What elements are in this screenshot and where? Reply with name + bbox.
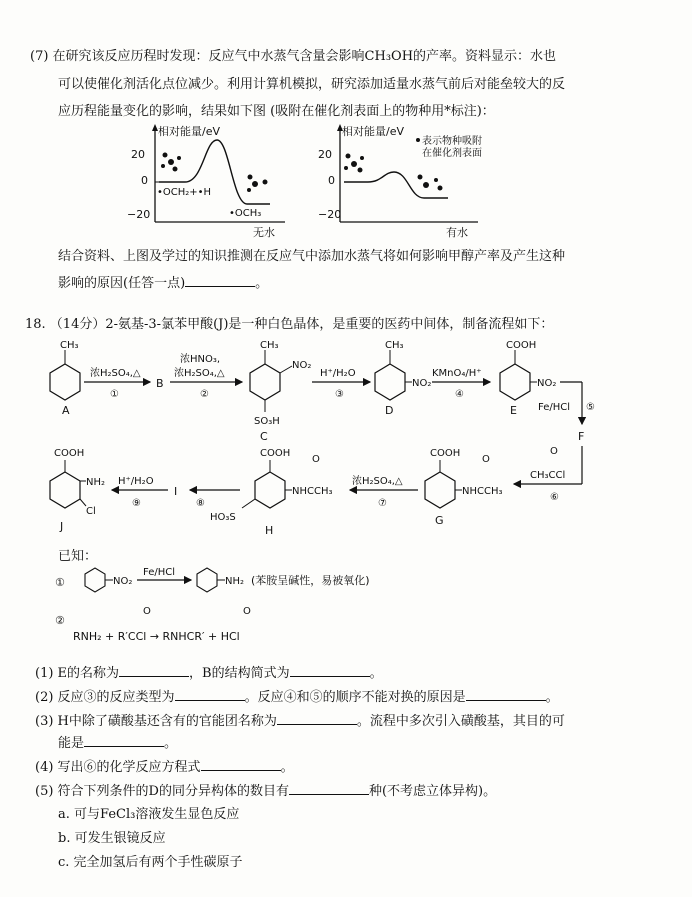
tick-0: 0 — [328, 174, 335, 187]
compound-f: F — [578, 430, 585, 443]
answer-blank-4[interactable] — [201, 758, 281, 771]
svg-text:O: O — [312, 454, 320, 465]
svg-text:COOH: COOH — [506, 340, 537, 351]
svg-text:COOH: COOH — [54, 448, 85, 459]
svg-text:J: J — [60, 520, 64, 533]
answer-blank[interactable] — [185, 274, 255, 287]
compound-a — [50, 340, 80, 417]
svg-text:Cl: Cl — [86, 506, 96, 517]
step-3: ③ — [335, 389, 344, 400]
svg-text:A: A — [62, 404, 70, 417]
energy-chart-with-water — [318, 122, 508, 246]
q17-question-line-2: 影响的原因(任答一点) 。 — [58, 276, 269, 291]
q17-question-line-1: 结合资料、上图及学过的知识推测在反应气中添加水蒸气将如何影响甲醇产率及产生这种 — [58, 249, 566, 264]
known-reaction-1 — [55, 566, 495, 602]
label-end-species: •OCH₃ — [229, 208, 262, 219]
answer-blank-1b[interactable] — [290, 664, 370, 677]
compound-h — [210, 448, 333, 537]
q17-intro-line-3: 应历程能量变化的影响，结果如下图 (吸附在催化剂表面上的物种用*标注)： — [58, 104, 495, 119]
svg-text:G: G — [435, 514, 444, 527]
svg-text:①: ① — [55, 576, 65, 589]
synthesis-scheme — [30, 332, 650, 566]
svg-text:O: O — [482, 454, 490, 465]
reagent-7: 浓H₂SO₄,△ — [352, 476, 403, 487]
subq-3: (3) H中除了磺酸基还含有的官能团名称为 。流程中多次引入磺酸基，其目的可 — [35, 714, 565, 729]
subq-4: (4) 写出⑥的化学反应方程式 。 — [35, 760, 294, 775]
q17-intro-line-2: 可以使催化剂活化点位减少。利用计算机模拟，研究添加适量水蒸气前后对能垒较大的反 — [58, 77, 566, 92]
subq-1: (1) E的名称为 ，B的结构简式为 。 — [35, 666, 383, 681]
svg-text:(苯胺呈碱性，易被氧化): (苯胺呈碱性，易被氧化) — [251, 574, 370, 587]
svg-text:NHCCH₃: NHCCH₃ — [292, 486, 333, 497]
step-8: ⑧ — [196, 498, 205, 509]
svg-text:Fe/HCl: Fe/HCl — [143, 567, 176, 578]
reagent-8: H⁺/H₂O — [118, 476, 154, 487]
chart-caption: 无水 — [253, 226, 275, 239]
step-9: ⑨ — [132, 498, 141, 509]
energy-curve — [344, 172, 448, 198]
tick-20: 20 — [318, 148, 332, 161]
svg-text:HO₃S: HO₃S — [210, 512, 236, 523]
svg-text:NH₂: NH₂ — [86, 477, 106, 488]
compound-i: I — [174, 485, 178, 498]
svg-text:O: O — [243, 606, 251, 617]
step-6: ⑥ — [550, 492, 559, 503]
answer-blank-3b[interactable] — [84, 734, 164, 747]
legend-line-2: 在催化剂表面 — [422, 148, 482, 159]
chart-caption: 有水 — [446, 226, 468, 239]
compound-d — [375, 340, 431, 417]
svg-text:C: C — [260, 430, 268, 443]
svg-text:CH₃: CH₃ — [260, 340, 279, 351]
reagent-6: CH₃CCl — [530, 470, 566, 481]
tick-minus-20: −20 — [127, 208, 151, 221]
svg-text:②: ② — [55, 614, 65, 627]
answer-blank-2a[interactable] — [175, 688, 245, 701]
svg-text:NHCCH₃: NHCCH₃ — [462, 486, 503, 497]
compound-c — [250, 340, 311, 443]
svg-text:E: E — [510, 404, 517, 417]
svg-text:CH₃: CH₃ — [385, 340, 404, 351]
compound-g — [425, 448, 503, 527]
answer-blank-2b[interactable] — [466, 688, 546, 701]
tick-minus-20: −20 — [318, 208, 342, 221]
svg-text:H: H — [265, 524, 274, 537]
condition-b: b. 可发生银镜反应 — [58, 831, 166, 846]
answer-blank-3a[interactable] — [277, 712, 357, 725]
svg-text:SO₃H: SO₃H — [254, 416, 280, 427]
step-7: ⑦ — [378, 498, 387, 509]
reagent-4: KMnO₄/H⁺ — [432, 368, 482, 379]
svg-text:RNH₂ + R′CCl → RNHCR′ + HCl: RNH₂ + R′CCl → RNHCR′ + HCl — [73, 630, 240, 643]
reagent-3: H⁺/H₂O — [320, 368, 356, 379]
compound-j — [50, 448, 105, 533]
compound-b: B — [156, 377, 164, 390]
known-reaction-2 — [55, 602, 455, 652]
q17-intro-line-1: (7) 在研究该反应历程时发现：反应气中水蒸气含量会影响CH₃OH的产率。资料显示：水也 — [30, 49, 557, 64]
svg-text:D: D — [385, 404, 394, 417]
step-1: ① — [110, 389, 119, 400]
subq-3-cont: 能是 。 — [58, 736, 178, 751]
answer-blank-5[interactable] — [289, 782, 369, 795]
svg-text:O: O — [550, 446, 558, 457]
y-axis-label: 相对能量/eV — [158, 125, 220, 138]
reagent-5: Fe/HCl — [538, 402, 571, 413]
svg-text:NO₂: NO₂ — [292, 360, 312, 371]
legend-line-1: 表示物种吸附 — [422, 136, 482, 147]
step-5: ⑤ — [586, 402, 595, 413]
reagent-2b: 浓H₂SO₄,△ — [174, 368, 225, 379]
q18-header: 18. （14分）2-氨基-3-氯苯甲酸(J)是一种白色晶体，是重要的医药中间体，制备流程如下： — [25, 317, 554, 332]
svg-text:NO₂: NO₂ — [537, 378, 557, 389]
subq-5: (5) 符合下列条件的D的同分异构体的数目有 种(不考虑立体异构)。 — [35, 784, 497, 799]
condition-a: a. 可与FeCl₃溶液发生显色反应 — [58, 807, 240, 822]
subq-2: (2) 反应③的反应类型为 。反应④和⑤的顺序不能对换的原因是 。 — [35, 690, 559, 705]
reagent-2a: 浓HNO₃, — [180, 354, 221, 365]
y-axis-label: 相对能量/eV — [342, 125, 404, 138]
svg-text:NH₂: NH₂ — [225, 576, 245, 587]
svg-text:O: O — [143, 606, 151, 617]
label-start-species: •OCH₂+•H — [157, 187, 212, 198]
svg-text:CH₃: CH₃ — [60, 340, 79, 351]
tick-0: 0 — [141, 174, 148, 187]
step-4: ④ — [455, 389, 464, 400]
step-2: ② — [200, 389, 209, 400]
energy-chart-no-water — [125, 122, 295, 246]
tick-20: 20 — [131, 148, 145, 161]
condition-c: c. 完全加氢后有两个手性碳原子 — [58, 855, 243, 870]
answer-blank-1a[interactable] — [119, 664, 189, 677]
reagent-1: 浓H₂SO₄,△ — [90, 368, 141, 379]
svg-text:COOH: COOH — [430, 448, 461, 459]
known-title: 已知： — [58, 549, 98, 564]
svg-text:COOH: COOH — [260, 448, 291, 459]
svg-text:NO₂: NO₂ — [412, 378, 432, 389]
svg-text:NO₂: NO₂ — [113, 576, 133, 587]
